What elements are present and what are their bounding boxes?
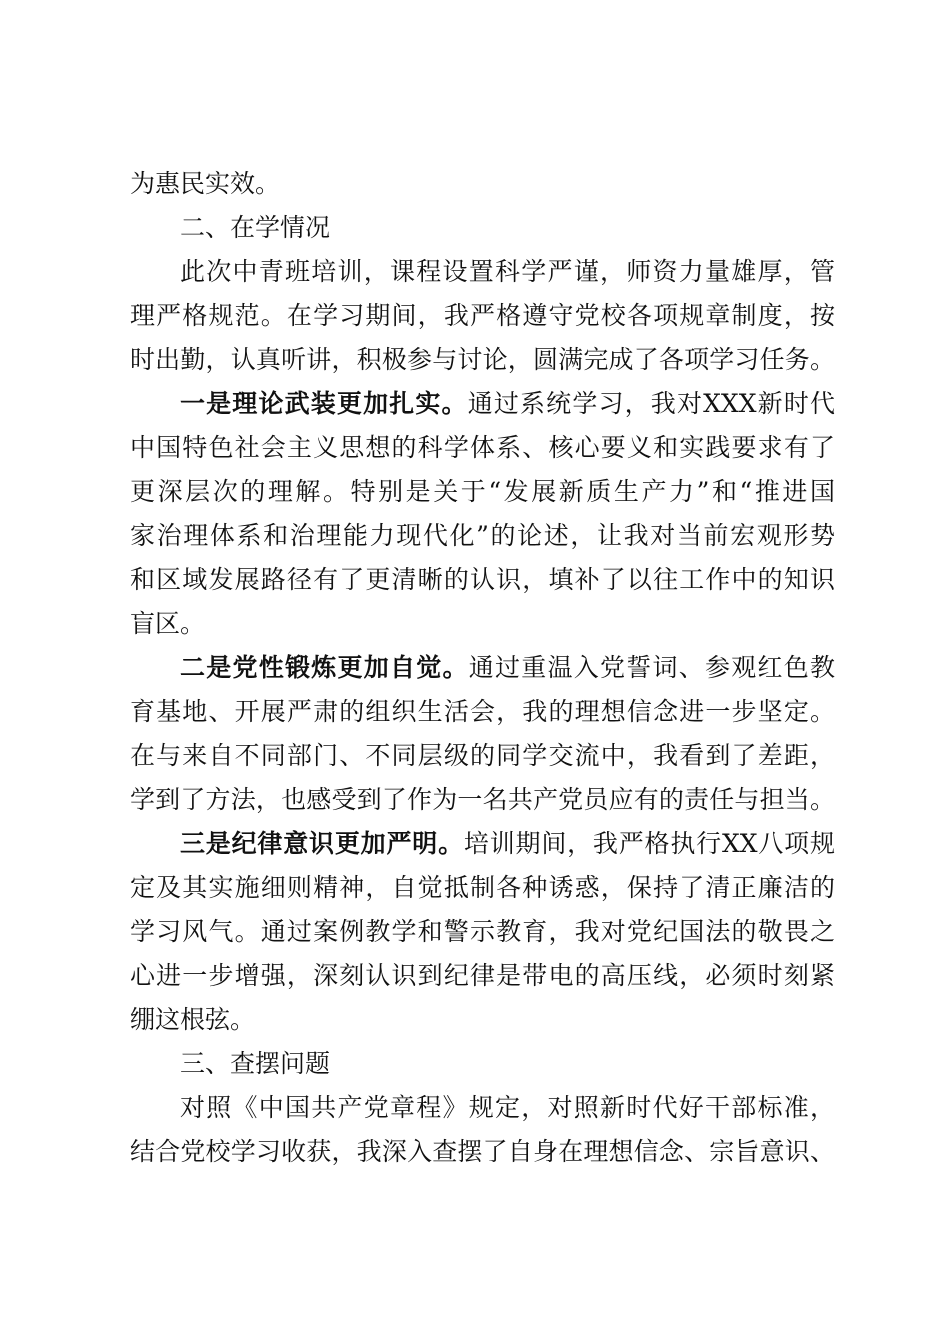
paragraph-line: 对照《中国共产党章程》规定，对照新时代好干部标准， <box>180 1093 835 1122</box>
paragraph-line: 时出勤，认真听讲，积极参与讨论，圆满完成了各项学习任务。 <box>130 345 835 374</box>
paragraph-line: 中国特色社会主义思想的科学体系、核心要义和实践要求有了 <box>130 433 835 462</box>
paragraph-line: 和区域发展路径有了更清晰的认识，填补了以往工作中的知识 <box>130 565 835 594</box>
paragraph-line: 三是纪律意识更加严明。培训期间，我严格执行XX八项规 <box>180 829 835 858</box>
bold-lead-phrase: 一是理论武装更加扎实。 <box>180 389 468 418</box>
paragraph-line: 育基地、开展严肃的组织生活会，我的理想信念进一步坚定。 <box>130 697 835 726</box>
bold-lead-phrase: 二是党性锻炼更加自觉。 <box>180 653 469 682</box>
paragraph-line: 绷这根弦。 <box>130 1005 256 1034</box>
paragraph-line: 心进一步增强，深刻认识到纪律是带电的高压线，必须时刻紧 <box>130 961 835 990</box>
paragraph-line: 盲区。 <box>130 609 206 638</box>
paragraph-line: 在与来自不同部门、不同层级的同学交流中，我看到了差距， <box>130 741 835 770</box>
section-heading: 二、在学情况 <box>180 213 331 242</box>
paragraph-line: 结合党校学习收获，我深入查摆了自身在理想信念、宗旨意识、 <box>130 1137 835 1166</box>
paragraph-line: 更深层次的理解。特别是关于“发展新质生产力”和“推进国 <box>130 477 835 506</box>
bold-lead-phrase: 三是纪律意识更加严明。 <box>180 829 464 858</box>
section-heading: 三、查摆问题 <box>180 1049 331 1078</box>
paragraph-line: 此次中青班培训，课程设置科学严谨，师资力量雄厚，管 <box>180 257 835 286</box>
paragraph-line: 理严格规范。在学习期间，我严格遵守党校各项规章制度，按 <box>130 301 835 330</box>
paragraph-line: 学习风气。通过案例教学和警示教育，我对党纪国法的敬畏之 <box>130 917 835 946</box>
paragraph-line: 家治理体系和治理能力现代化”的论述，让我对当前宏观形势 <box>130 521 835 550</box>
paragraph-line: 学到了方法，也感受到了作为一名共产党员应有的责任与担当。 <box>130 785 835 814</box>
paragraph-line: 定及其实施细则精神，自觉抵制各种诱惑，保持了清正廉洁的 <box>130 873 835 902</box>
paragraph-line: 一是理论武装更加扎实。通过系统学习，我对XXX新时代 <box>180 389 835 418</box>
paragraph-line: 为惠民实效。 <box>130 169 281 198</box>
paragraph-line: 二是党性锻炼更加自觉。通过重温入党誓词、参观红色教 <box>180 653 835 682</box>
